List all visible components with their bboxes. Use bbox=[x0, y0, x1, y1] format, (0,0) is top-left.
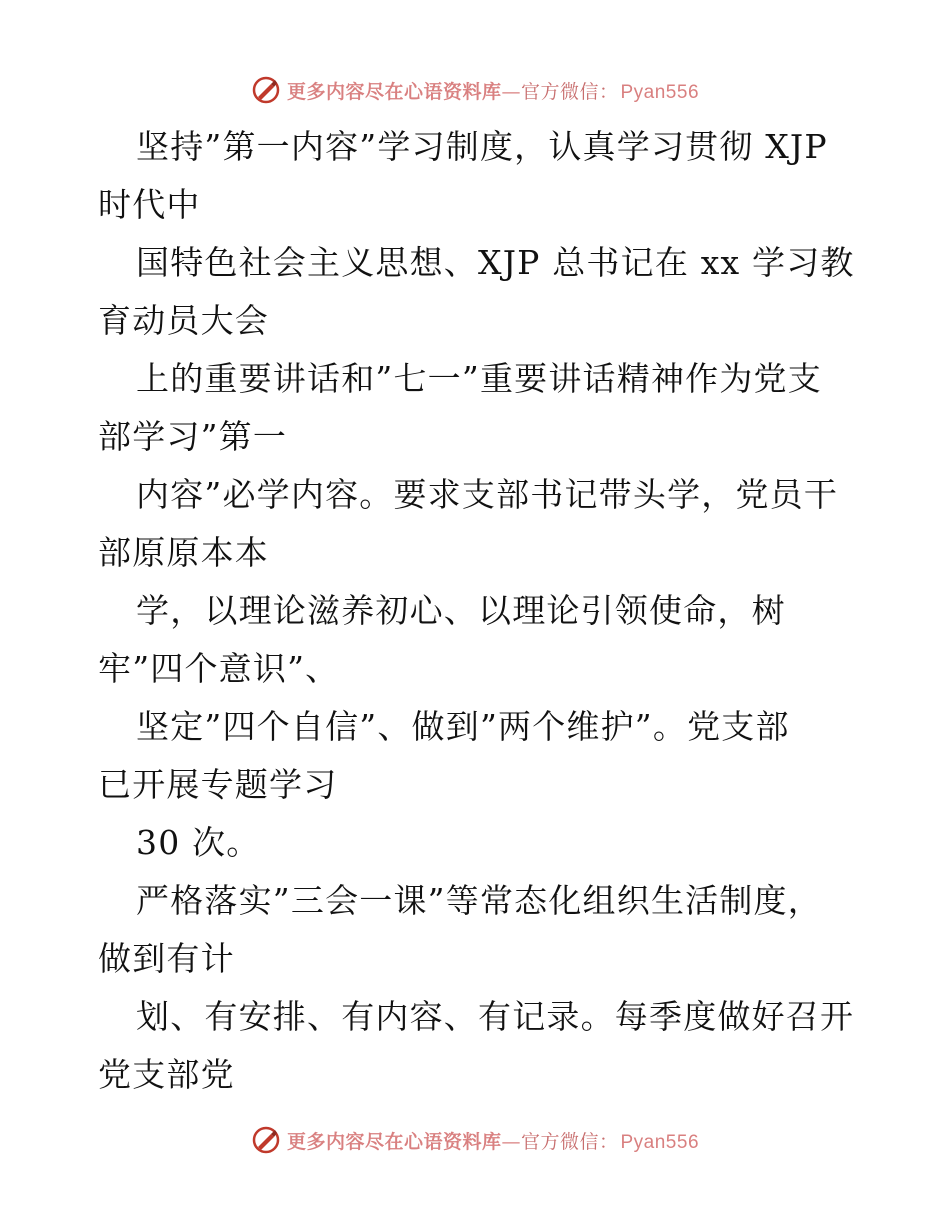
header-wechat-label: 官方微信： bbox=[520, 80, 619, 103]
document-body bbox=[98, 118, 858, 1104]
paragraph-line: 国特色社会主义思想、XJP 总书记在 xx 学习教 bbox=[136, 243, 855, 282]
paragraph-line: 内容”必学内容。要求支部书记带头学，党员干 bbox=[136, 475, 839, 514]
paragraph-line: 学，以理论滋养初心、以理论引领使命，树 bbox=[136, 591, 786, 630]
paragraph-line: 时代中 bbox=[98, 185, 201, 224]
paragraph-line: 划、有安排、有内容、有记录。每季度做好召开 bbox=[136, 997, 855, 1036]
header-watermark bbox=[0, 70, 950, 110]
footer-separator: — bbox=[501, 1130, 521, 1153]
paragraph-line: 上的重要讲话和”七一”重要讲话精神作为党支 bbox=[136, 359, 822, 398]
footer-watermark bbox=[0, 1120, 950, 1160]
footer-wechat-label: 官方微信： bbox=[520, 1130, 619, 1153]
header-separator: — bbox=[501, 80, 521, 103]
paragraph-line: 部学习”第一 bbox=[98, 417, 288, 456]
footer-brand: 更多内容尽在心语资料库 bbox=[286, 1130, 502, 1153]
pen-logo-icon bbox=[251, 75, 281, 105]
paragraph-line: 党支部党 bbox=[98, 1055, 235, 1094]
paragraph-line: 已开展专题学习 bbox=[98, 765, 338, 804]
paragraph-line: 部原原本本 bbox=[98, 533, 269, 572]
header-wechat-id: Pyan556 bbox=[620, 81, 700, 103]
header-brand: 更多内容尽在心语资料库 bbox=[286, 80, 502, 103]
paragraph-line: 育动员大会 bbox=[98, 301, 269, 340]
footer-wechat-id: Pyan556 bbox=[620, 1131, 700, 1153]
paragraph-line: 30 次。 bbox=[136, 823, 261, 862]
paragraph-line: 严格落实”三会一课”等常态化组织生活制度， bbox=[136, 881, 822, 920]
pen-logo-icon bbox=[251, 1125, 281, 1155]
paragraph-line: 坚定”四个自信”、做到”两个维护”。党支部 bbox=[136, 707, 790, 746]
paragraph-line: 坚持”第一内容”学习制度，认真学习贯彻 XJP bbox=[136, 127, 828, 166]
paragraph-line: 做到有计 bbox=[98, 939, 235, 978]
paragraph-line: 牢”四个意识”、 bbox=[98, 649, 340, 688]
